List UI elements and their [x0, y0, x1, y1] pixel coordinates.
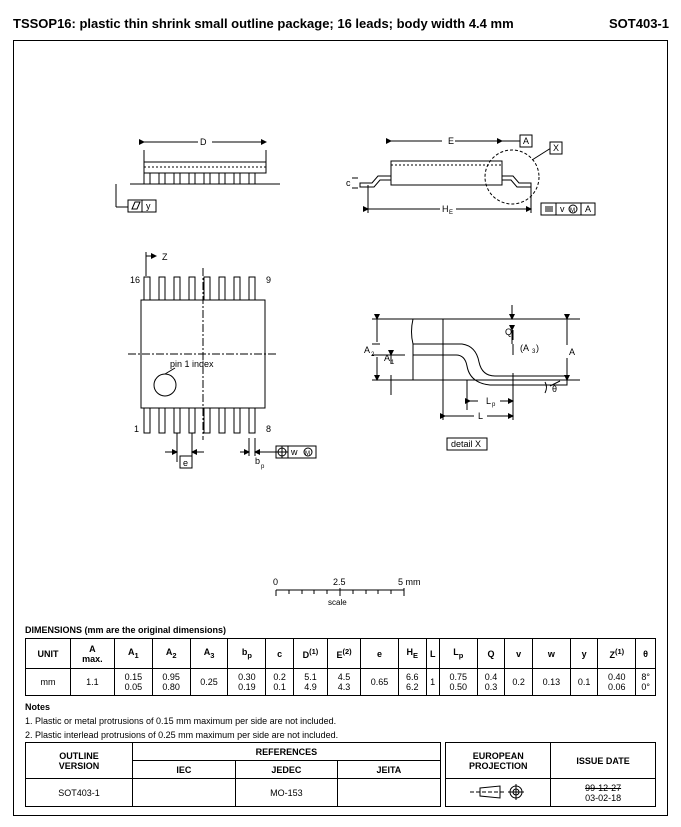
header-A: A max. — [70, 639, 114, 669]
label-c: c — [346, 178, 351, 188]
note-2: 2. Plastic interlead protrusions of 0.25 mm maximum per side are not included. — [25, 730, 339, 740]
scale-tick-2-5: 2.5 — [333, 577, 346, 587]
label-A-detail: A — [569, 347, 576, 357]
label-theta: θ — [552, 384, 558, 394]
cell-bp: 0.30 0.19 — [228, 669, 266, 696]
label-A3-sub: 3 — [532, 349, 536, 355]
page-title: TSSOP16: plastic thin shrink small outline package; 16 leads; body width 4.4 mm — [13, 16, 514, 31]
label-y: y — [146, 201, 151, 211]
label-Q: Q — [505, 327, 513, 337]
header-jeita: JEITA — [338, 761, 441, 779]
cell-A: 1.1 — [70, 669, 114, 696]
label-A-ref: A — [585, 204, 592, 214]
label-Lp: L — [486, 396, 492, 406]
header-issue-date: ISSUE DATE — [551, 743, 656, 779]
label-A2: A — [364, 345, 371, 355]
header-european-projection: EUROPEAN PROJECTION — [446, 743, 551, 779]
label-A3: (A — [520, 343, 529, 353]
header-outline-version: OUTLINE VERSION — [26, 743, 133, 779]
dimensions-title: DIMENSIONS (mm are the original dimensions) — [25, 625, 227, 635]
scale-tick-0: 0 — [273, 577, 279, 587]
cell-A3: 0.25 — [190, 669, 228, 696]
header-A1: $A_1$ — [114, 639, 152, 669]
outline-table — [25, 742, 656, 807]
table-row — [26, 779, 656, 807]
label-e: e — [183, 458, 189, 468]
cell-A1: 0.15 0.05 — [114, 669, 152, 696]
table-header-row — [26, 639, 656, 669]
label-Z: Z — [162, 252, 168, 262]
label-pin8: 8 — [266, 424, 272, 434]
label-pin16: 16 — [130, 275, 141, 285]
cell-e: 0.65 — [361, 669, 399, 696]
cell-Lp: 0.75 0.50 — [439, 669, 477, 696]
label-M-w: M — [305, 451, 310, 457]
header-theta: θ — [636, 639, 656, 669]
cell-jeita — [338, 779, 441, 807]
header-Q: Q — [477, 639, 505, 669]
header-jedec: JEDEC — [235, 761, 338, 779]
side-view — [116, 142, 280, 212]
top-view — [128, 252, 316, 468]
cell-v: 0.2 — [505, 669, 533, 696]
cell-L: 1 — [426, 669, 439, 696]
projection-symbol — [446, 779, 551, 807]
label-pin1: 1 — [134, 424, 140, 434]
label-pin1-index: pin 1 index — [170, 359, 214, 369]
scale-bar — [276, 588, 404, 596]
label-X: X — [553, 143, 560, 153]
header-Z: $Z^{(1)}$ — [598, 639, 636, 669]
cell-c: 0.2 0.1 — [266, 669, 294, 696]
top-leads — [144, 277, 255, 300]
header-y: y — [570, 639, 598, 669]
label-v: v — [560, 204, 565, 214]
scale-label: scale — [328, 598, 347, 607]
cell-A2: 0.95 0.80 — [152, 669, 190, 696]
label-E: E — [448, 136, 455, 146]
table-row — [26, 669, 656, 696]
bottom-leads — [144, 408, 255, 433]
header-E: $E^{(2)}$ — [328, 639, 361, 669]
cell-E: 4.5 4.3 — [328, 669, 361, 696]
label-A3-close: ) — [536, 343, 539, 353]
label-bp-sub: p — [261, 464, 265, 470]
notes-title: Notes — [25, 702, 51, 712]
header-e: e — [361, 639, 399, 669]
package-code: SOT403-1 — [609, 16, 669, 31]
side-leads — [144, 173, 255, 184]
cell-Q: 0.4 0.3 — [477, 669, 505, 696]
label-A2-sub: 2 — [371, 352, 375, 358]
header-bp: $b_p$ — [228, 639, 266, 669]
projection-icon — [468, 782, 528, 802]
note-1: 1. Plastic or metal protrusions of 0.15 mm maximum per side are not included. — [25, 716, 337, 726]
header-w: w — [532, 639, 570, 669]
header-unit: UNIT — [26, 639, 71, 669]
cell-y: 0.1 — [570, 669, 598, 696]
header-c: c — [266, 639, 294, 669]
detail-x-view — [372, 305, 580, 450]
cell-theta: 8° 0° — [636, 669, 656, 696]
label-D: D — [200, 137, 207, 147]
cell-w: 0.13 — [532, 669, 570, 696]
label-detail-x: detail X — [451, 439, 482, 449]
cell-Z: 0.40 0.06 — [598, 669, 636, 696]
cell-version: SOT403-1 — [26, 779, 133, 807]
cell-HE: 6.6 6.2 — [398, 669, 426, 696]
cell-unit: mm — [26, 669, 71, 696]
label-A1-sub: 1 — [391, 360, 395, 366]
cell-D: 5.1 4.9 — [293, 669, 327, 696]
header-A2: $A_2$ — [152, 639, 190, 669]
cell-jedec: MO-153 — [235, 779, 338, 807]
dimensions-table — [25, 638, 656, 696]
label-A-datum: A — [523, 136, 530, 146]
header-Lp: $L_p$ — [439, 639, 477, 669]
header-L: L — [426, 639, 439, 669]
label-w: w — [291, 447, 298, 457]
label-L: L — [478, 411, 484, 421]
header-iec: IEC — [133, 761, 236, 779]
header-A3: $A_3$ — [190, 639, 228, 669]
header-references: REFERENCES — [133, 743, 441, 761]
cell-iec — [133, 779, 236, 807]
header-HE: $H_E$ — [398, 639, 426, 669]
label-HE-sub: E — [449, 210, 454, 216]
label-Lp-sub: p — [492, 402, 496, 408]
header-v: v — [505, 639, 533, 669]
label-HE: H — [442, 204, 449, 214]
header-D: $D^{(1)}$ — [293, 639, 327, 669]
label-A1: A — [384, 353, 391, 363]
label-pin9: 9 — [266, 275, 272, 285]
label-bp: b — [255, 456, 261, 466]
scale-tick-5: 5 mm — [398, 577, 421, 587]
label-M: M — [570, 208, 575, 214]
cell-issue-date: 99-12-27 03-02-18 — [551, 779, 656, 807]
